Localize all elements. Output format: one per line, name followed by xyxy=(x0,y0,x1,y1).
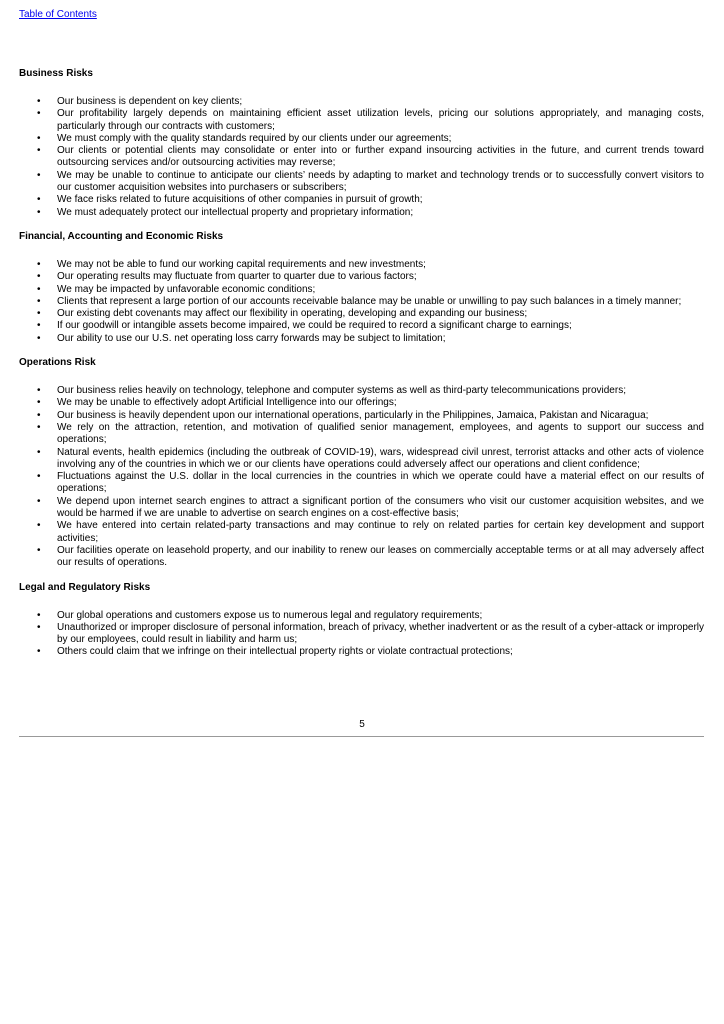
list-item: • Our operating results may fluctuate from quarter to quarter due to various factors; xyxy=(37,271,417,283)
page-divider xyxy=(19,736,704,737)
list-item: • Fluctuations against the U.S. dollar in the local currencies in the countries in which we operate could have a material effect on our results of operations; xyxy=(37,471,704,495)
list-item: • If our goodwill or intangible assets become impaired, we could be required to record a significant charge to earnings; xyxy=(37,320,572,332)
list-item: • We have entered into certain related-party transactions and may continue to rely on related parties for certain key development and support activities; xyxy=(37,520,704,544)
section-title-financial-risks: Financial, Accounting and Economic Risks xyxy=(19,230,224,242)
list-item: • Our clients or potential clients may consolidate or enter into or further expand insourcing activities in the future, and current trends toward outsourcing services and/or outsourcing activities may reverse; xyxy=(37,145,704,169)
list-item: • Our global operations and customers expose us to numerous legal and regulatory requirements; xyxy=(37,609,483,621)
section-title-legal-regulatory-risks: Legal and Regulatory Risks xyxy=(19,581,151,593)
list-item: • Our facilities operate on leasehold property, and our inability to renew our leases on commercially acceptable terms or at all may adversely affect our results of operations. xyxy=(37,544,704,569)
list-item: • We face risks related to future acquisitions of other companies in pursuit of growth; xyxy=(37,194,423,206)
list-item: • We rely on the attraction, retention, and motivation of qualified senior management, employees, and agents to support our success and operations; xyxy=(37,421,704,446)
list-item: • Our profitability largely depends on maintaining efficient asset utilization levels, pricing our solutions appropriately, and managing costs, particularly through our contracts with customers; xyxy=(37,108,704,132)
list-item: • We may not be able to fund our working capital requirements and new investments; xyxy=(37,258,426,270)
list-item: • Our existing debt covenants may affect our flexibility in operating, developing and expanding our business; xyxy=(37,308,528,320)
section-title-business-risks: Business Risks xyxy=(19,68,93,79)
list-item: • Our business is heavily dependent upon our international operations, particularly in the Philippines, Jamaica, Pakistan and Nicaragua; xyxy=(37,409,649,421)
list-item: • We may be unable to effectively adopt Artificial Intelligence into our offerings; xyxy=(37,397,397,409)
operations-risk-list xyxy=(19,385,704,569)
page-number: 5 xyxy=(359,719,365,730)
list-item: • We must adequately protect our intellectual property and proprietary information; xyxy=(37,206,414,218)
list-item: • Our business relies heavily on technology, telephone and computer systems as well as third-party telecommunications providers; xyxy=(37,385,626,397)
list-item: • We depend upon internet search engines to attract a significant portion of the consumers who visit our customer acquisition websites, and we would be harmed if we are unable to advertise on search engines on a cost-effective basis; xyxy=(37,495,704,520)
business-risks-list xyxy=(19,96,704,219)
list-item: • We must comply with the quality standards required by our clients under our agreements; xyxy=(37,132,452,144)
list-item: • Our ability to use our U.S. net operating loss carry forwards may be subject to limitation; xyxy=(37,332,446,344)
risk-summary xyxy=(19,68,704,671)
section-title-operations-risk: Operations Risk xyxy=(19,357,96,369)
financial-risks-list xyxy=(19,259,704,345)
list-item: • Others could claim that we infringe on their intellectual property rights or violate contractual protections; xyxy=(37,646,513,658)
list-item: • We may be unable to continue to anticipate our clients’ needs by adapting to market and technology trends or to successfully convert visitors to our customer acquisition websites into purchasers or subscribers; xyxy=(37,169,704,194)
list-item: • Unauthorized or improper disclosure of personal information, breach of privacy, whether inadvertent or as the result of a cyber-attack or improperly by our employees, could result in liability and harm us; xyxy=(37,621,704,646)
list-item: • Clients that represent a large portion of our accounts receivable balance may be unable or unwilling to pay such balances in a timely manner; xyxy=(37,295,682,307)
list-item: • Our business is dependent on key clients; xyxy=(37,96,243,107)
list-item: • Natural events, health epidemics (including the outbreak of COVID-19), wars, widespread civil unrest, terrorist attacks and other acts of violence involving any of the countries in which we or our clients have operations could adversely affect our operations and client confidence; xyxy=(37,446,704,470)
table-of-contents-link[interactable]: Table of Contents xyxy=(19,9,97,20)
list-item: • We may be impacted by unfavorable economic conditions; xyxy=(37,283,316,295)
legal-regulatory-risks-list xyxy=(19,610,704,659)
